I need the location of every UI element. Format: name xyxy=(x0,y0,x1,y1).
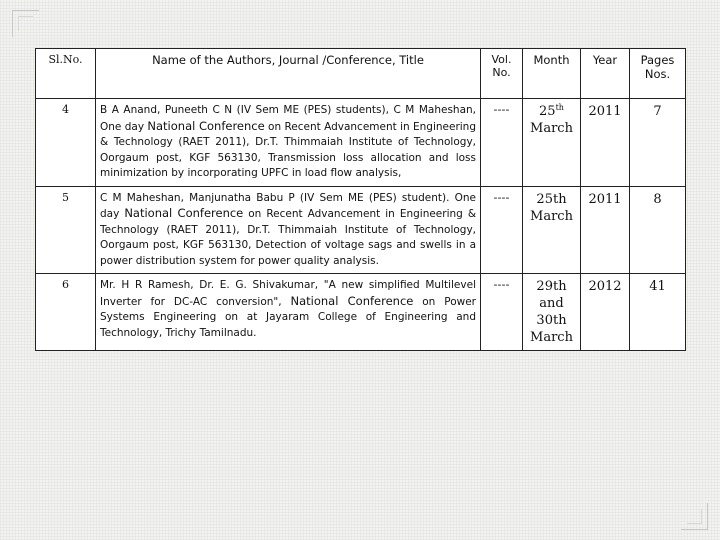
table-row xyxy=(36,274,686,351)
row-year: 2011 xyxy=(581,99,630,187)
row-month xyxy=(523,99,581,187)
row-year: 2011 xyxy=(581,186,630,274)
row-title-post: on Recent Advancement in Engineering & Technology (RAET 2011), Dr.T. Thimmaiah Institute of Technology, Oorgaum post, KGF 563130, Detection of voltage sags and swells in a power distribution system for power quality analysis. xyxy=(100,208,477,267)
row-month-line: 29th xyxy=(536,279,567,294)
row-month-name: March xyxy=(530,121,573,136)
row-year: 2012 xyxy=(581,274,630,351)
row-title-pre: B A Anand, Puneeth C N (IV Sem ME (PES) students), C M Maheshan, One day xyxy=(100,104,476,133)
row-title xyxy=(96,186,481,274)
national-conference-text: National Conference xyxy=(290,293,414,308)
row-month-sup: th xyxy=(555,103,564,112)
row-title xyxy=(96,99,481,187)
row-vol: ---- xyxy=(481,274,523,351)
row-sl-no: 6 xyxy=(36,274,96,351)
row-month xyxy=(523,274,581,351)
row-month-line: and xyxy=(539,296,564,311)
row-vol: ---- xyxy=(481,99,523,187)
row-pages: 41 xyxy=(630,274,686,351)
header-pages: Pages Nos. xyxy=(630,49,686,99)
row-title-pre: C M Maheshan, Manjunatha Babu P (IV Sem ME (PES) student). One day xyxy=(100,191,476,220)
national-conference-text: National Conference xyxy=(124,206,244,220)
header-vol: Vol. No. xyxy=(481,49,523,99)
national-conference-text: National Conference xyxy=(147,118,265,133)
corner-ornament-top-left-inner xyxy=(18,16,33,31)
header-title: Name of the Authors, Journal /Conference, Title xyxy=(96,49,481,99)
row-title-post: on Power Systems Engineering on at Jayaram College of Engineering and Technology, Trichy Tamilnadu. xyxy=(100,295,476,339)
row-sl-no: 4 xyxy=(36,99,96,187)
header-row xyxy=(36,49,686,99)
row-month: 25th March xyxy=(523,186,581,274)
row-month-line: March xyxy=(530,330,573,345)
row-title xyxy=(96,274,481,351)
row-pages: 8 xyxy=(630,186,686,274)
row-sl-no: 5 xyxy=(36,186,96,274)
header-sl-no: Sl.No. xyxy=(36,49,96,99)
row-vol: ---- xyxy=(481,186,523,274)
corner-ornament-bottom-right-inner xyxy=(687,509,702,524)
header-year: Year xyxy=(581,49,630,99)
row-pages: 7 xyxy=(630,99,686,187)
publications-table xyxy=(35,48,686,351)
row-title-pre: Mr. H R Ramesh, Dr. E. G. Shivakumar, "A new simplified Multilevel Inverter for DC-AC conversion", xyxy=(100,279,476,308)
row-title-post: on Recent Advancement in Engineering & Technology (RAET 2011), Dr.T. Thimmaiah Institute of Technology, Oorgaum post, KGF 563130, Transmission loss allocation and loss minimization by incorporating UPFC in load flow analysis, xyxy=(100,120,476,179)
table-row xyxy=(36,99,686,187)
header-month: Month xyxy=(523,49,581,99)
row-month-day: 25 xyxy=(539,104,556,119)
table-row xyxy=(36,186,686,274)
row-month-line: 30th xyxy=(536,313,567,328)
